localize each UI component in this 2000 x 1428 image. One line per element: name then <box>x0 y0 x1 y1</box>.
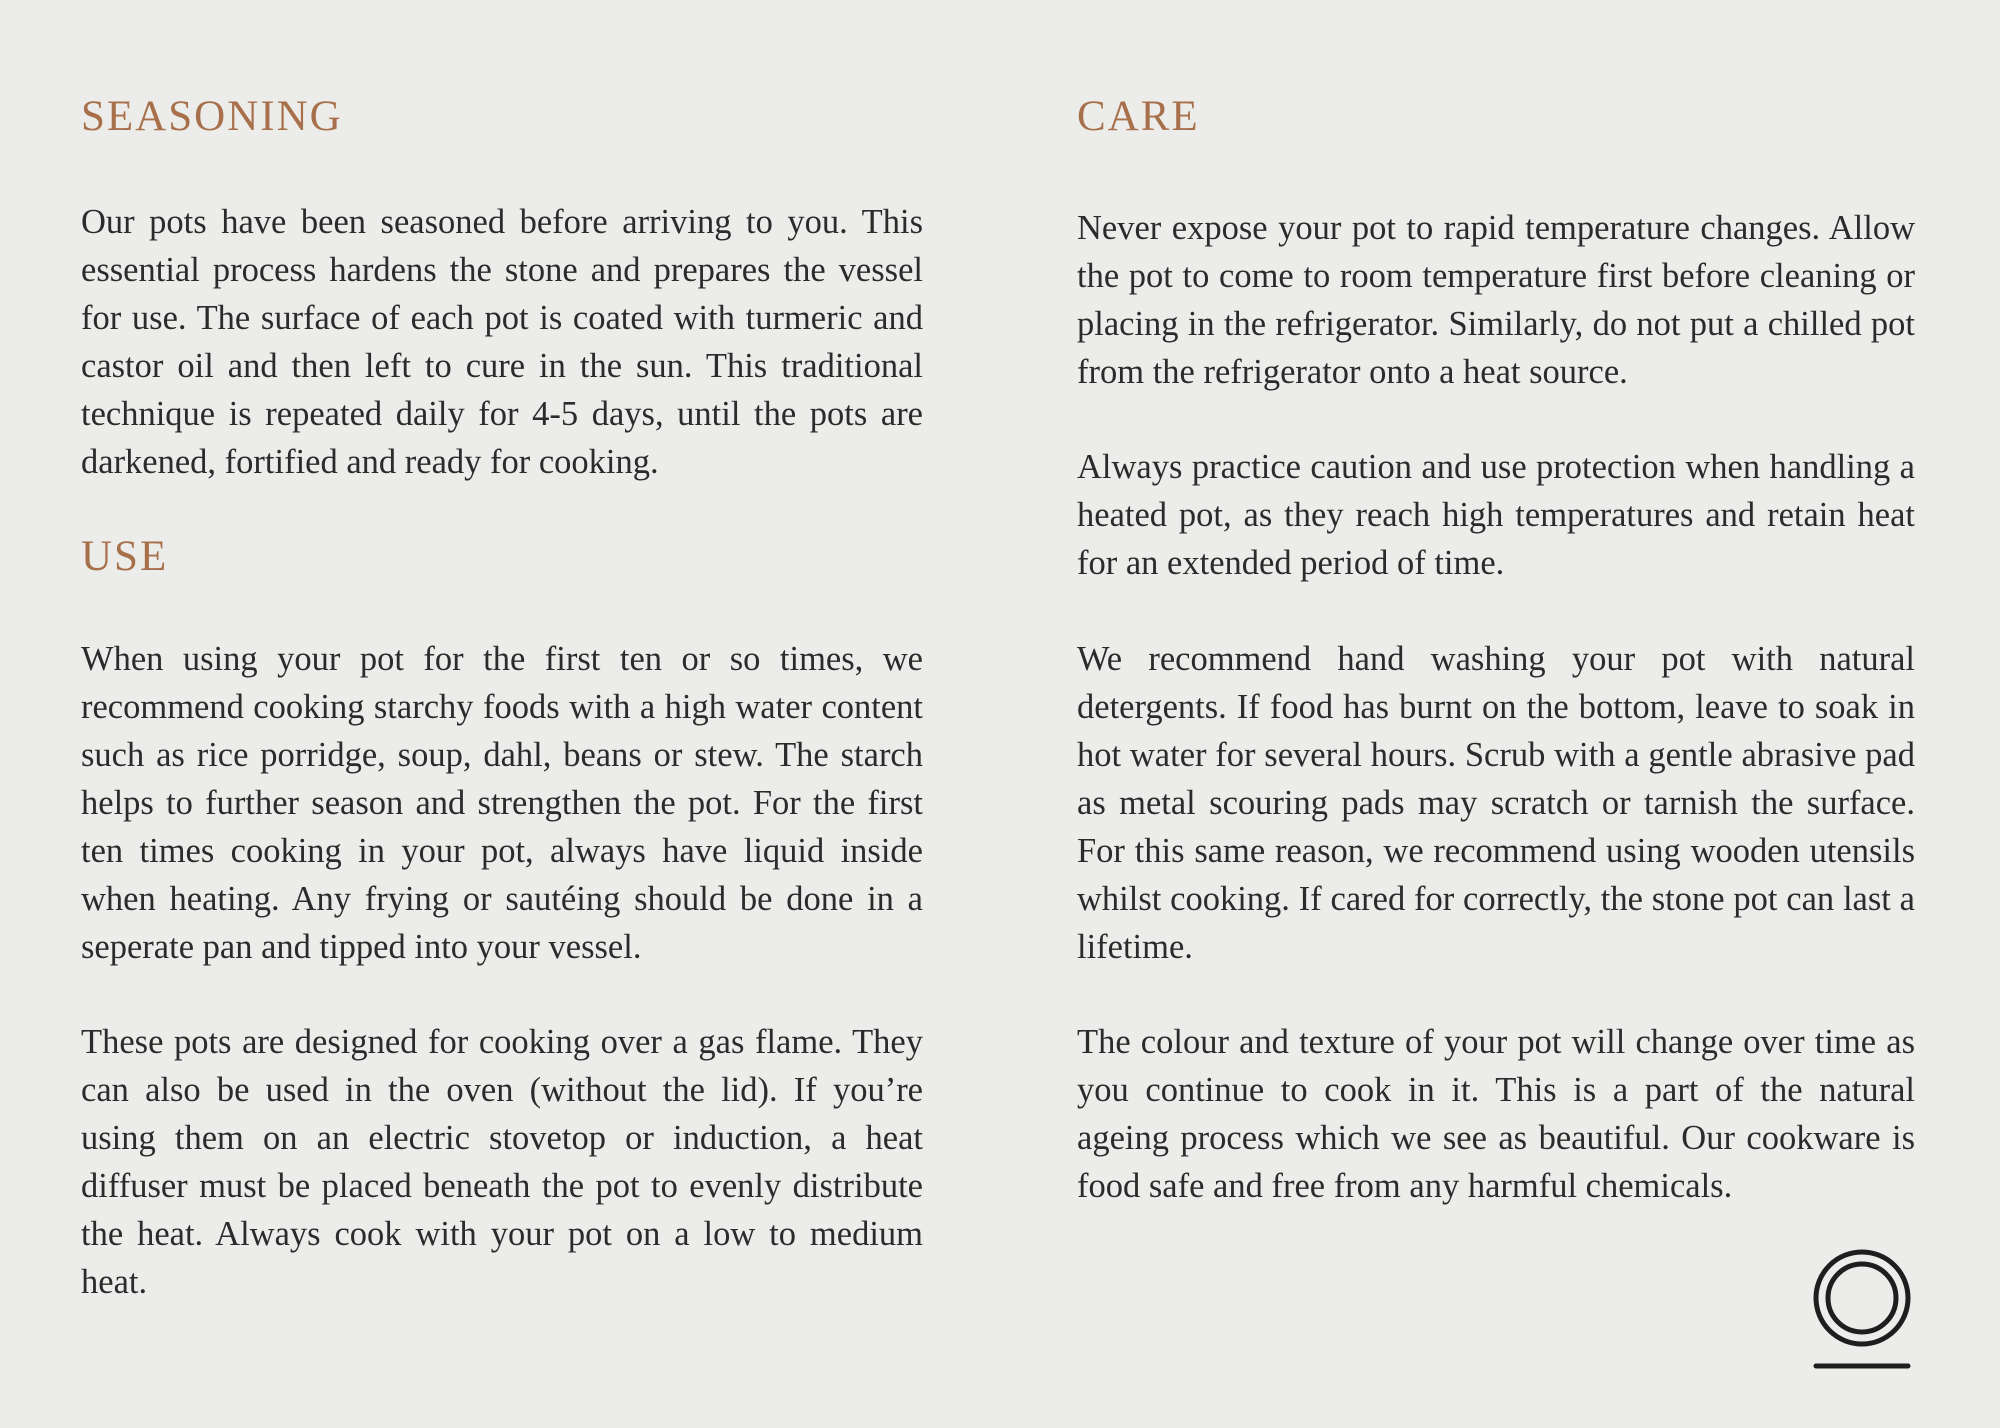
care-paragraph-2: Always practice caution and use protection when handling a heated pot, as they reach high temperatures and retain heat for an extended period of time. <box>1077 448 1915 582</box>
use-paragraph-2: These pots are designed for cooking over a gas flame. They can also be used in the oven (without the lid). If you’re using them on an electric stovetop or induction, a heat diffuser must be placed beneath the pot to evenly distribute the heat. Always cook with your pot on a low to medium heat. <box>81 1023 923 1301</box>
seasoning-paragraph: Our pots have been seasoned before arriving to you. This essential process hardens the stone and prepares the vessel for use. The surface of each pot is coated with turmeric and castor oil and then left to cure in the sun. This traditional technique is repeated daily for 4-5 days, until the pots are darkened, fortified and ready for cooking. <box>81 203 923 481</box>
use-paragraph-1: When using your pot for the first ten or so times, we recommend cooking starchy foods with a high water content such as rice porridge, soup, dahl, beans or stew. The starch helps to further season and strengthen the pot. For the first ten times cooking in your pot, always have liquid inside when heating. Any frying or sautéing should be done in a seperate pan and tipped into your vessel. <box>81 640 923 966</box>
care-paragraph-3: We recommend hand washing your pot with natural detergents. If food has burnt on the bottom, leave to soak in hot water for several hours. Scrub with a gentle abrasive pad as metal scouring pads may scratch or tarnish the surface. For this same reason, we recommend using wooden utensils whilst cooking. If cared for correctly, the stone pot can last a lifetime. <box>1077 640 1915 966</box>
use-heading: USE <box>81 533 169 580</box>
care-paragraph-1: Never expose your pot to rapid temperature changes. Allow the pot to come to room temperature first before cleaning or placing in the refrigerator. Similarly, do not put a chilled pot from the refrigerator onto a heat source. <box>1077 209 1915 391</box>
care-paragraph-4: The colour and texture of your pot will change over time as you continue to cook in it. This is a part of the natural ageing process which we see as beautiful. Our cookware is food safe and free from any harmful chemicals. <box>1077 1023 1915 1205</box>
pot-logo-icon <box>1812 1248 1912 1372</box>
care-heading: CARE <box>1077 93 1200 140</box>
seasoning-heading: SEASONING <box>81 93 343 140</box>
